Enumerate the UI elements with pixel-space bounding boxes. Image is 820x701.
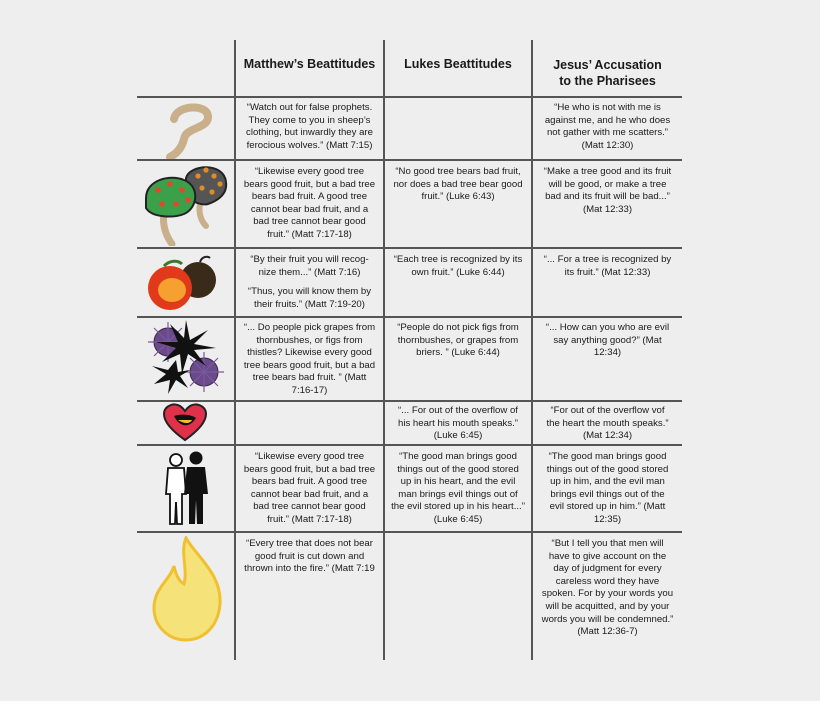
row2-matthew: “Likewise every good tree bears good fruit, but a bad tree bears bad fruit. A good tree cannot bear bad fruit, and a bad tree cannot bear good fruit.” (Matt 7:17-18) [243,166,376,240]
row6-matthew: “Likewise every good tree bears good fruit, but a bad tree bears bad fruit. A good tree cannot bear bad fruit, and a bad tree cannot bear good fruit.” (Matt 7:17-18) [243,451,376,525]
row7-matthew: “Every tree that does not bear good fruit is cut down and thrown into the fire.” (Matt 7:19 [244,538,375,575]
row3-luke: “Each tree is recognized by its own fruit.” (Luke 6:44) [393,254,523,278]
row5-luke: “... For out of the overflow of his heart his mouth speaks.” (Luke 6:45) [398,405,518,442]
row-divider [137,400,682,402]
serpent-icon [160,99,220,159]
flame-icon [150,536,224,642]
row1-jesus: “He who is not with me is against me, and he who does not gather with me scatters.” (Matt 12:30) [544,102,671,151]
heart-mouth-icon [162,402,208,442]
row7-jesus: “But I tell you that men will have to give account on the day of judgment for every careless word they have spoken. For by your words you will be acquitted, and by your words you will be condemned.” (Matt 12:36-7) [541,538,674,638]
thistles-icon [146,318,228,398]
header-luke: Lukes Beattitudes [404,57,512,71]
row2-luke: “No good tree bears bad fruit, nor does a bad tree bear good fruit.” (Luke 6:43) [393,166,523,203]
row5-jesus: “For out of the overflow vof the heart the mouth speaks.” (Mat 12:34) [546,405,669,442]
row6-jesus: “The good man brings good things out of the good stored up in him, and the evil man brings evil things out of the evil stored up in him.” (Matt 12:35) [546,451,669,525]
row4-luke: “People do not pick figs from thornbushes, or grapes from briers. ” (Luke 6:44) [397,322,519,359]
row4-matthew: “... Do people pick grapes from thornbushes, or figs from thistles? Likewise every good tree bears good fruit, but a bad tree bears bad fruit. ” (Matt 7:16-17) [243,322,376,396]
row-divider [137,247,682,249]
row-divider [137,444,682,446]
row3-matthew: “By their fruit you will recog- nize them...” (Matt 7:16) [250,254,369,278]
header-matthew: Matthew’s Beattitudes [243,57,376,71]
header-jesus: Jesus’ Accusation to the Pharisees [553,58,662,88]
row1-matthew: “Watch out for false prophets. They come to you in sheep’s clothing, but inwardly they are ferocious wolves.” (Matt 7:15) [246,102,373,151]
good-and-evil-men-icon [162,450,214,528]
row6-luke: “The good man brings good things out of the good stored up in his heart, and the evil man brings evil things out of the evil stored up in his heart...” (Luke 6:45) [391,451,525,525]
row3-matthew-second: “Thus, you will know them by their fruits.” (Matt 7:19-20) [247,286,372,310]
row-divider [137,96,682,98]
row3-jesus: “... For a tree is recognized by its fruit.” (Mat 12:33) [543,254,672,278]
row2-jesus: “Make a tree good and its fruit will be good, or make a tree bad and its fruit will be bad...” (Mat 12:33) [543,166,672,215]
row-divider [137,531,682,533]
good-and-bad-fruit-icon [144,254,220,312]
row4-jesus: “... How can you who are evil say anything good?” (Mat 12:34) [545,322,670,359]
good-and-bad-trees-icon [140,160,232,246]
